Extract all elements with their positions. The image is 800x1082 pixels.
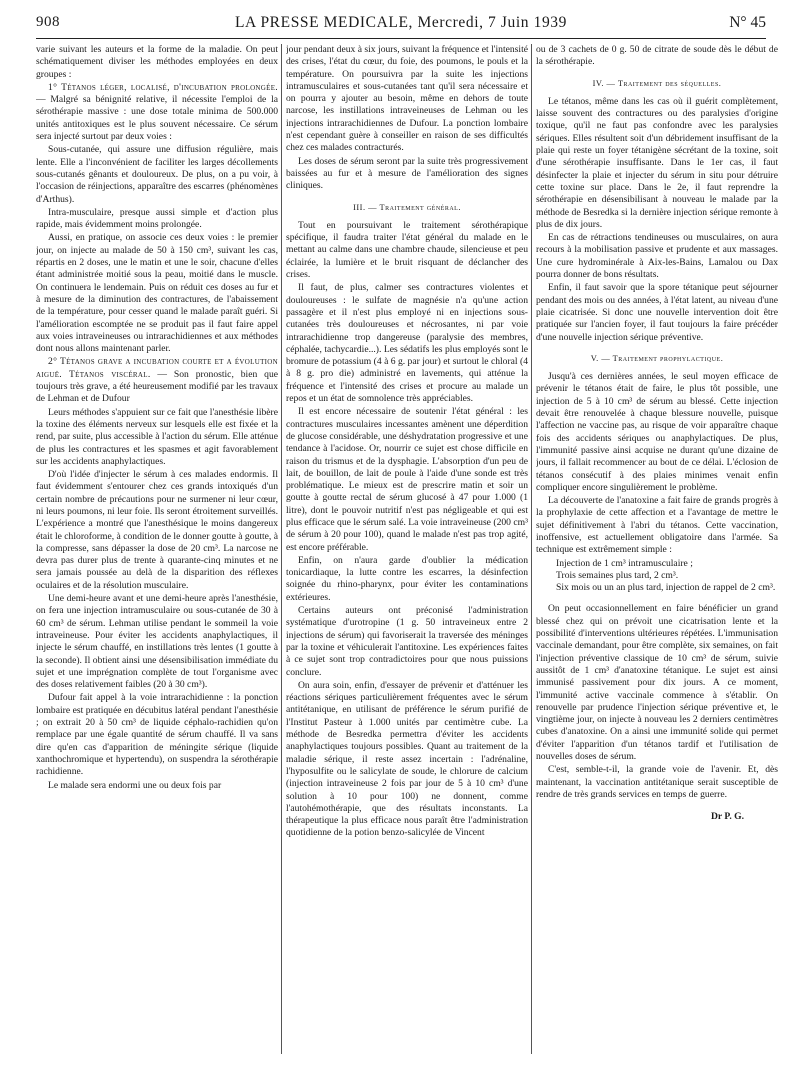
paragraph: ou de 3 cachets de 0 g. 50 de citrate de soude dès le début de la sérothérapie. <box>536 44 778 68</box>
paragraph: Le malade sera endormi une ou deux fois par <box>48 779 222 791</box>
paragraph: En cas de rétractions tendineuses ou musculaires, on aura recours à la mobilisation passive et prudente et aux massages. Une cure hydrominérale à Aix-les-Bains, Lamalou ou Dax pourra donner de bons résultats. <box>536 232 778 281</box>
page-number: 908 <box>36 14 60 30</box>
paragraph: On peut occasionnellement en faire bénéficier un grand blessé chez qui on prévoit une cicatrisation lente et la possibilité d'interventions ultérieures répétées. L'immunisation vaccinale demandant, pour être complète, six semaines, on fait l'injection préventive classique de 10 cm³ de sérum, suivie aussitôt de 1 cm³ d'anatoxine tétanique. Le sujet est ainsi immunisé passivement pour dix jours. A ce moment, l'immunité active vaccinale commence à s'établir. On renouvelle par prudence l'injection sérique préventive et, le vingtième jour, on injecte à nouveau les 2 derniers centimètres cubes d'anatoxine. On a ainsi une immunité solide qui permet d'éviter l'apparition d'un tétanos tardif et l'utilisation de nouvelles doses de sérum. <box>536 603 778 763</box>
page-header <box>36 12 766 39</box>
paragraph: Il faut, de plus, calmer ses contractures violentes et douloureuses : le sulfate de magnésie n'a qu'une action passagère et il n'est plus employé ni en injections sous-cutanées très douloureuses et nécrosantes, ni par voie intrarachidienne trop dangereuse (paralysie des membres, céphalée, tachycardie...). Les sédatifs les plus employés sont le bromure de potassium (4 à 6 g. par jour) et surtout le chloral (4 à 8 g. pro die) administré en lavements, qui atténue la fréquence et l'intensité des crises et procure au malade un repos et un état de somnolence très appréciables. <box>286 282 528 405</box>
section-heading: V. — Traitement prophylactique. <box>590 353 724 363</box>
paragraph: La découverte de l'anatoxine a fait faire de grands progrès à la prophylaxie de cette affection et a l'avantage de mettre le sujet définitivement à l'abri du tétanos. Cette vaccination, inoffensive, est actuellement obligatoire dans l'armée. Sa technique est extrêmement simple : <box>536 495 778 556</box>
text-column-3 <box>536 44 778 1064</box>
text-column-2 <box>286 44 528 1064</box>
paragraph: Jusqu'à ces dernières années, le seul moyen efficace de prévenir le tétanos était de faire, le plus tôt possible, une injection de 5 à 10 cm³ de sérum au blessé. Cette injection devait être renouvelée à chaque blessure nouvelle, puisque l'affection ne vaccine pas, au risque de voir apparaître chaque fois des accidents sériques ou anaphylactiques. De plus, l'immunité passive ainsi acquise ne durant qu'une dizaine de jours, il fallait recommencer au bout de ce délai. L'éclosion de tétanos consécutif à des plaies minimes venait enfin compliquer encore singulièrement le problème. <box>536 371 778 493</box>
author-signature: Dr P. G. <box>710 811 744 823</box>
paragraph: Leurs méthodes s'appuient sur ce fait que l'anesthésie libère la toxine des éléments nerveux sur lesquels elle est fixée et la rend, par suite, plus accessible à l'action du sérum. Elle atténue de plus les contractures et les spasmes et agit favorablement sur les accidents anaphylactiques. <box>36 406 278 467</box>
text-column-1 <box>36 44 278 1064</box>
paragraph: Dufour fait appel à la voie intrarachidienne : la ponction lombaire est pratiquée en décubitus latéral pendant l'anesthésie ; on extrait 20 à 50 cm³ de liquide céphalo-rachidien qu'on remplace par une égale quantité de sérum chauffé. Il va sans dire qu'en cas d'apparition de méningite sérique (liquide xanthochromique et hypertendu), on suspendra la sérothérapie rachidienne. <box>36 692 278 778</box>
paragraph: C'est, semble-t-il, la grande voie de l'avenir. Et, dès maintenant, la vaccination antitétanique serait susceptible de rendre de très grands services en temps de guerre. <box>536 764 778 800</box>
paragraph: D'où l'idée d'injecter le sérum à ces malades endormis. Il faut évidemment s'entourer chez ces grands intoxiqués d'un certain nombre de précautions pour ne surmener ni leur cœur, ni leurs poumons, ni leur foie. Ils seront étroitement surveillés. L'expérience a montré que l'anesthésique le moins dangereux était le chloroforme, à condition de le donner goutte à goutte, à la compresse, sans dépasser la dose de 20 cm³. La narcose ne devra pas durer plus de trente à quarante-cinq minutes et ne sera jamais poussée au delà de la disparition des réflexes oculaires et de la résolution musculaire. <box>36 469 278 591</box>
paragraph: Aussi, en pratique, on associe ces deux voies : le premier jour, on injecte au malade de 50 à 150 cm³, suivant les cas, répartis en 2 doses, une le matin et une le soir, chacune d'elles étant administrée moitié sous la peau, moitié dans le muscle. On continuera le lendemain. Puis on réduit ces doses au fur et à mesure de la diminution des contractures, de l'abaissement de la température, pour cesser quand le malade paraît guéri. Si l'amélioration escomptée ne se produit pas il faut faire appel aux voies intraveineuses ou intrarachidiennes et aux méthodes dont nous allons maintenant parler. <box>36 232 278 355</box>
section-heading: IV. — Traitement des séquelles. <box>592 78 722 88</box>
section-heading: III. — Traitement général. <box>353 202 461 212</box>
paragraph: Certains auteurs ont préconisé l'administration systématique d'urotropine (1 g. 50 intraveineux entre 2 injections de sérum) qui favoriserait la traversée des méninges par la toxine et véhiculerait l'antitoxine. Les expériences faites à ce sujet sont trop contradictoires pour que nous puissions conclure. <box>286 605 528 678</box>
paragraph: varie suivant les auteurs et la forme de la maladie. On peut schématiquement diviser les méthodes employées en deux groupes : <box>36 44 278 80</box>
paragraph: Enfin, on n'aura garde d'oublier la médication tonicardiaque, la lutte contre les escarres, la désinfection soignée du rhino-pharynx, pour éviter les contaminations extérieures. <box>286 554 528 603</box>
paragraph: jour pendant deux à six jours, suivant la fréquence et l'intensité des crises, l'état du cœur, du foie, des poumons, le pouls et la température. On poursuivra par la suite les injections intramusculaires et sous-cutanées tant qu'il sera nécessaire et on pourra y ajouter au besoin, même en dehors de toute narcose, les instillations intraveineuses de Lehman ou les injections intrarachidiennes de Dufour. La ponction lombaire n'est cependant guère à conseiller en raison de ses difficultés chez ces malades contracturés. <box>286 44 528 154</box>
paragraph: Sous-cutanée, qui assure une diffusion régulière, mais lente. Elle a l'inconvénient de faciliter les larges décollements sous-cutanés gênants et douloureux. De plus, on a pu voir, à l'occasion de réinjections, apparaître des escarres (phénomènes d'Arthus). <box>36 144 278 205</box>
paragraph: Enfin, il faut savoir que la spore tétanique peut séjourner pendant des mois ou des années, à l'état latent, au niveau d'une plaie cicatrisée. Si donc une nouvelle intervention doit être pratiquée sur l'ancien foyer, il faut toujours la faire précéder d'une nouvelle injection sérique préventive. <box>536 282 778 343</box>
paragraph: Une demi-heure avant et une demi-heure après l'anesthésie, on fera une injection intramusculaire ou sous-cutanée de 30 à 60 cm³ de sérum. Lehman utilise pendant le sommeil la voie intraveineuse. Pour éviter les accidents anaphylactiques, il injecte le sérum chauffé, en instillations très lentes (1 goutte à la seconde). Il obtient ainsi une désensibilisation immédiate du sujet et une imprégnation complète de tout l'organisme avec des doses relativement faibles (20 à 30 cm³). <box>36 593 278 691</box>
column-divider <box>281 44 282 1054</box>
column-divider <box>531 44 532 1054</box>
subsection-lead: 2° Tétanos grave a incubation courte et a évolution aiguë. Tétanos viscéral. <box>36 356 278 380</box>
paragraph: Tout en poursuivant le traitement sérothérapique spécifique, il faudra traiter l'état général du malade en le mettant au calme dans une chambre chaude, silencieuse et peu éclairée, la lumière et le bruit risquant de déclancher des crises. <box>286 219 528 281</box>
spacer <box>536 594 778 603</box>
paragraph: Intra-musculaire, presque aussi simple et d'action plus rapide, mais évidemment moins prolongée. <box>36 206 278 231</box>
issue-number: N° 45 <box>729 14 766 31</box>
paragraph <box>36 356 278 405</box>
paragraph-text: — Son pronostic, bien que toujours très grave, a été heureusement modifié par les travaux de Lehman et de Dufour <box>36 368 278 405</box>
paragraph: Les doses de sérum seront par la suite très progressivement baissées au fur et à mesure de l'amélioration des signes cliniques. <box>286 155 528 192</box>
schedule-item: Trois semaines plus tard, 2 cm³. <box>556 569 679 581</box>
subsection-lead: 1° Tétanos léger, localisé, d'incubation prolongée. <box>48 81 278 93</box>
paragraph: Il est encore nécessaire de soutenir l'état général : les contractures musculaires incessantes amènent une déperdition de glucose considérable, une déshydratation progressive et une tendance à l'acidose. Or, nourrir ce sujet est chose difficile en raison du trismus et de la dysphagie. L'absorption d'un peu de lait, de bouillon, de lait de poule à l'aide d'une sonde est très problématique. Le mieux est de prescrire matin et soir un goutte à goutte rectal de sérum glucosé à 47 pour 1.000 (1 litre), dont le pouvoir nutritif n'est pas négligeable et qui est plus efficace que le sérum salé. La voie intraveineuse (200 cm³ de sérum à 20 pour 100), quand le malade n'est pas trop agité, est encore préférable. <box>286 406 528 553</box>
paragraph <box>36 82 278 143</box>
schedule-item: Six mois ou un an plus tard, injection de rappel de 2 cm³. <box>556 582 776 594</box>
paragraph-text: — Malgré sa bénignité relative, il nécessite l'emploi de la sérothérapie massive : une dose totale minima de 500.000 unités antitoxiques est le plus souvent nécessaire. Ce sérum sera injecté surtout par deux voies : <box>36 94 278 143</box>
paragraph: On aura soin, enfin, d'essayer de prévenir et d'atténuer les réactions sériques particulièrement fréquentes avec le sérum antitétanique, en utilisant de préférence le sérum purifié de l'Institut Pasteur à 1.000 unités par centimètre cube. La méthode de Besredka permettra d'éviter les accidents anaphylactiques toujours possibles. Quant au traitement de la maladie sérique, il reste assez incertain : l'adrénaline, l'hyposulfite ou le salicylate de soude, le chlorure de calcium (injection intraveineuse 2 fois par jour de 5 à 10 cm³ d'une solution à 10 pour 100) ne donnent, comme l'autohémothérapie, que des résultats inconstants. La thérapeutique la plus efficace nous paraît être l'administration quotidienne de la potion benzo-salicylée de Vincent <box>286 679 528 839</box>
paragraph: Le tétanos, même dans les cas où il guérit complètement, laisse souvent des contractures ou des paralysies d'origine toxique, qu'il ne faut pas confondre avec les paralysies sériques. Elles résultent soit d'un débridement insuffisant de la plaie qui reste un foyer tétanigène sécrétant de la toxine, soit d'une sérothérapie insuffisante. Dans le 1er cas, il faut désinfecter la plaie et injecter du sérum in situ pour détruire cette toxine sur place. Dans le 2e, il faut reprendre la sérothérapie en désensibilisant à nouveau le malade par la méthode de Besredka si la dernière injection sérique remonte à plus de dix jours. <box>536 95 778 230</box>
journal-title: LA PRESSE MEDICALE, Mercredi, 7 Juin 1939 <box>234 14 567 31</box>
schedule-item: Injection de 1 cm³ intramusculaire ; <box>556 557 693 569</box>
